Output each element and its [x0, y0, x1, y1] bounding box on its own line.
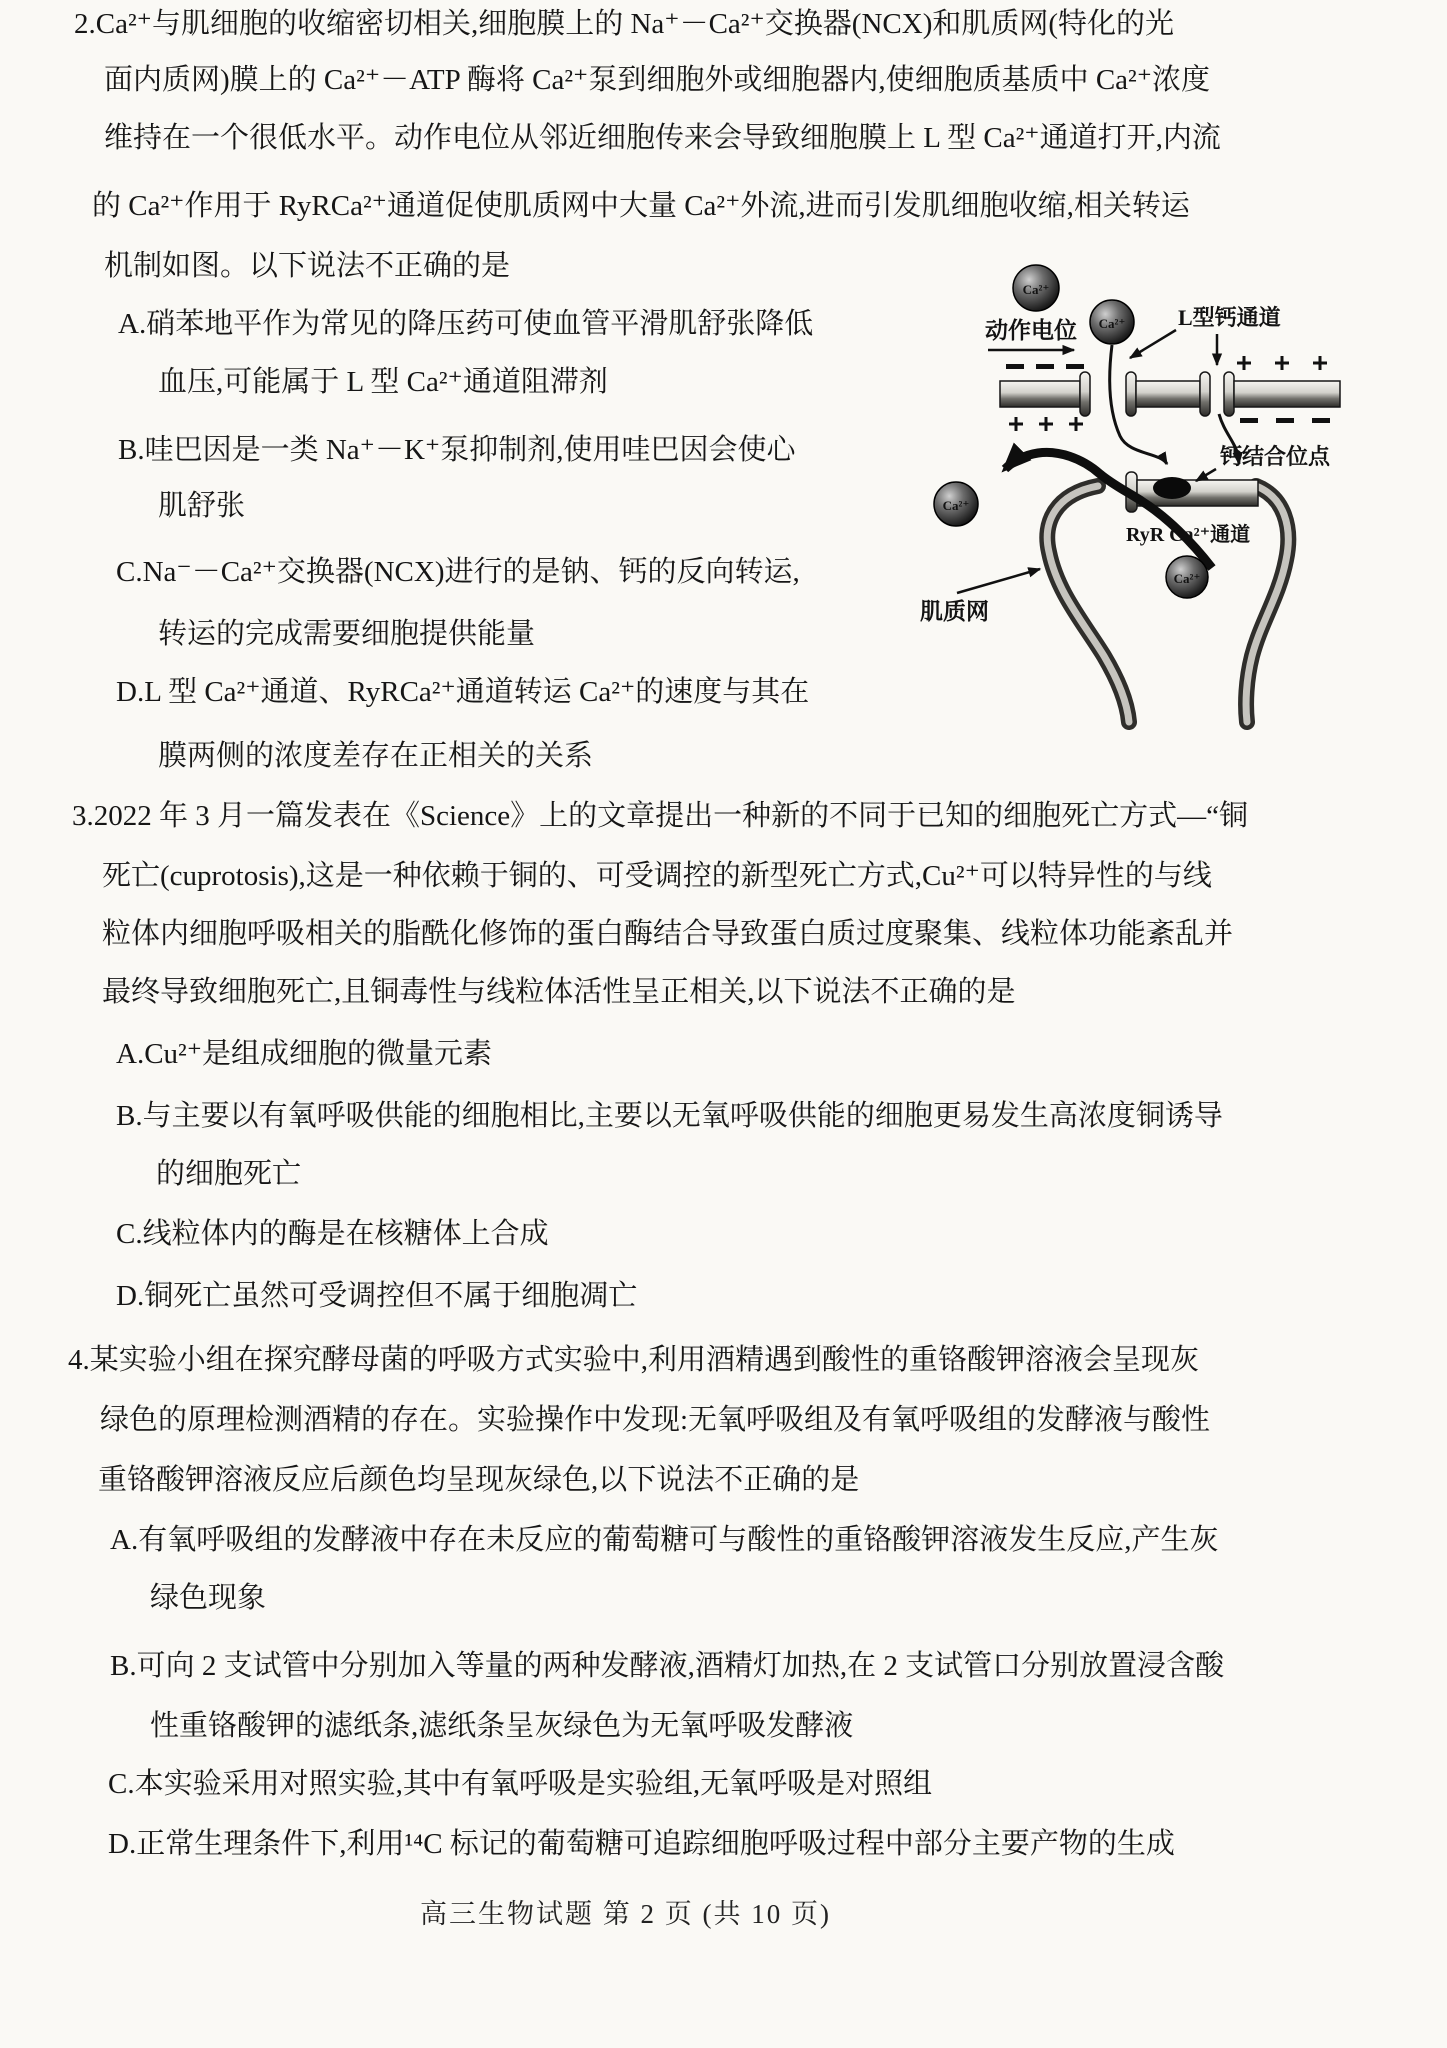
ca-binding-site-label: 钙结合位点	[1220, 444, 1331, 469]
q4-body-line-2: 绿色的原理检测酒精的存在。实验操作中发现:无氧呼吸组及有氧呼吸组的发酵液与酸性	[100, 1404, 1211, 1436]
ca-ion-in-sr	[1166, 556, 1208, 598]
q3-option-a-line-1: A.Cu²⁺是组成细胞的微量元素	[116, 1038, 493, 1070]
ca-ion-top	[1013, 265, 1059, 311]
ca-binding-site-dot	[1153, 477, 1191, 499]
sarcoplasmic-reticulum	[1047, 472, 1288, 722]
q3-body-line-3: 粒体内细胞呼吸相关的脂酰化修饰的蛋白酶结合导致蛋白质过度聚集、线粒体功能紊乱并	[102, 918, 1234, 950]
q2-option-c-line-2: 转运的完成需要细胞提供能量	[158, 618, 536, 650]
q2-option-c-line-1: C.Na⁻－Ca²⁺交换器(NCX)进行的是钠、钙的反向转运,	[116, 556, 800, 588]
svg-text:Ca²⁺: Ca²⁺	[942, 498, 970, 513]
q2-option-d-line-2: 膜两侧的浓度差存在正相关的关系	[158, 740, 594, 772]
q4-option-b-line-1: B.可向 2 支试管中分别加入等量的两种发酵液,酒精灯加热,在 2 支试管口分别放置浸含酸	[110, 1650, 1225, 1682]
q4-option-b-line-2: 性重铬酸钾的滤纸条,滤纸条呈灰绿色为无氧呼吸发酵液	[150, 1710, 854, 1742]
q4-option-c-line-1: C.本实验采用对照实验,其中有氧呼吸是实验组,无氧呼吸是对照组	[108, 1768, 933, 1800]
svg-text:Ca²⁺: Ca²⁺	[1173, 571, 1201, 586]
l-type-channel-arrow-left	[1130, 330, 1176, 358]
q4-body-line-3: 重铬酸钾溶液反应后颜色均呈现灰绿色,以下说法不正确的是	[98, 1464, 860, 1496]
ca-ion-released	[934, 482, 978, 526]
action-potential-label: 动作电位	[985, 318, 1077, 343]
q2-body-line-3: 维持在一个很低水平。动作电位从邻近细胞传来会导致细胞膜上 L 型 Ca²⁺通道打开,内流	[104, 122, 1221, 154]
q4-body-line-1: 4.某实验小组在探究酵母菌的呼吸方式实验中,利用酒精遇到酸性的重铬酸钾溶液会呈现灰	[68, 1344, 1200, 1376]
q2-body-line-4: 的 Ca²⁺作用于 RyRCa²⁺通道促使肌质网中大量 Ca²⁺外流,进而引发肌细胞收缩,相关转运	[92, 190, 1190, 222]
cell-membrane	[1000, 372, 1340, 416]
q3-body-line-1: 3.2022 年 3 月一篇发表在《Science》上的文章提出一种新的不同于已知的细胞死亡方式—“铜	[72, 800, 1249, 832]
page-footer: 高三生物试题 第 2 页 (共 10 页)	[420, 1899, 831, 1929]
svg-text:Ca²⁺: Ca²⁺	[1098, 316, 1126, 331]
ca-ion-at-channel	[1090, 300, 1134, 344]
l-type-channel-label: L型钙通道	[1178, 305, 1281, 330]
q3-option-c-line-1: C.线粒体内的酶是在核糖体上合成	[116, 1218, 549, 1250]
q2-body-line-1: 2.Ca²⁺与肌细胞的收缩密切相关,细胞膜上的 Na⁺－Ca²⁺交换器(NCX)和肌质网(特化的光	[74, 8, 1175, 40]
svg-text:Ca²⁺: Ca²⁺	[1022, 282, 1050, 297]
q2-option-a-line-1: A.硝苯地平作为常见的降压药可使血管平滑肌舒张降低	[118, 308, 814, 340]
q4-option-a-line-1: A.有氧呼吸组的发酵液中存在未反应的葡萄糖可与酸性的重铬酸钾溶液发生反应,产生灰	[110, 1524, 1219, 1556]
q3-body-line-2: 死亡(cuprotosis),这是一种依赖于铜的、可受调控的新型死亡方式,Cu²⁺可以特异性的与线	[102, 860, 1212, 892]
q3-option-b-line-2: 的细胞死亡	[156, 1158, 302, 1190]
ryr-channel-label: RyR Ca²⁺通道	[1126, 524, 1251, 546]
mechanism-diagram	[900, 240, 1447, 820]
q4-option-a-line-2: 绿色现象	[150, 1582, 267, 1614]
q2-option-b-line-2: 肌舒张	[158, 490, 246, 522]
q3-option-d-line-1: D.铜死亡虽然可受调控但不属于细胞凋亡	[116, 1280, 638, 1312]
ca-binding-site-arrow	[1196, 469, 1216, 481]
sr-label: 肌质网	[920, 599, 989, 624]
q3-body-line-4: 最终导致细胞死亡,且铜毒性与线粒体活性呈正相关,以下说法不正确的是	[102, 976, 1016, 1008]
q2-body-line-2: 面内质网)膜上的 Ca²⁺－ATP 酶将 Ca²⁺泵到细胞外或细胞器内,使细胞质基质中 Ca²⁺浓度	[104, 64, 1211, 96]
q2-option-d-line-1: D.L 型 Ca²⁺通道、RyRCa²⁺通道转运 Ca²⁺的速度与其在	[116, 676, 810, 708]
q3-option-b-line-1: B.与主要以有氧呼吸供能的细胞相比,主要以无氧呼吸供能的细胞更易发生高浓度铜诱导	[116, 1100, 1223, 1132]
q2-body-line-5: 机制如图。以下说法不正确的是	[104, 250, 511, 282]
q2-option-a-line-2: 血压,可能属于 L 型 Ca²⁺通道阻滞剂	[158, 366, 608, 398]
sr-label-arrow	[957, 569, 1040, 593]
q4-option-d-line-1: D.正常生理条件下,利用¹⁴C 标记的葡萄糖可追踪细胞呼吸过程中部分主要产物的生成	[108, 1828, 1175, 1860]
q2-option-b-line-1: B.哇巴因是一类 Na⁺－K⁺泵抑制剂,使用哇巴因会使心	[118, 434, 796, 466]
ca-release-arrow	[1005, 452, 1212, 568]
